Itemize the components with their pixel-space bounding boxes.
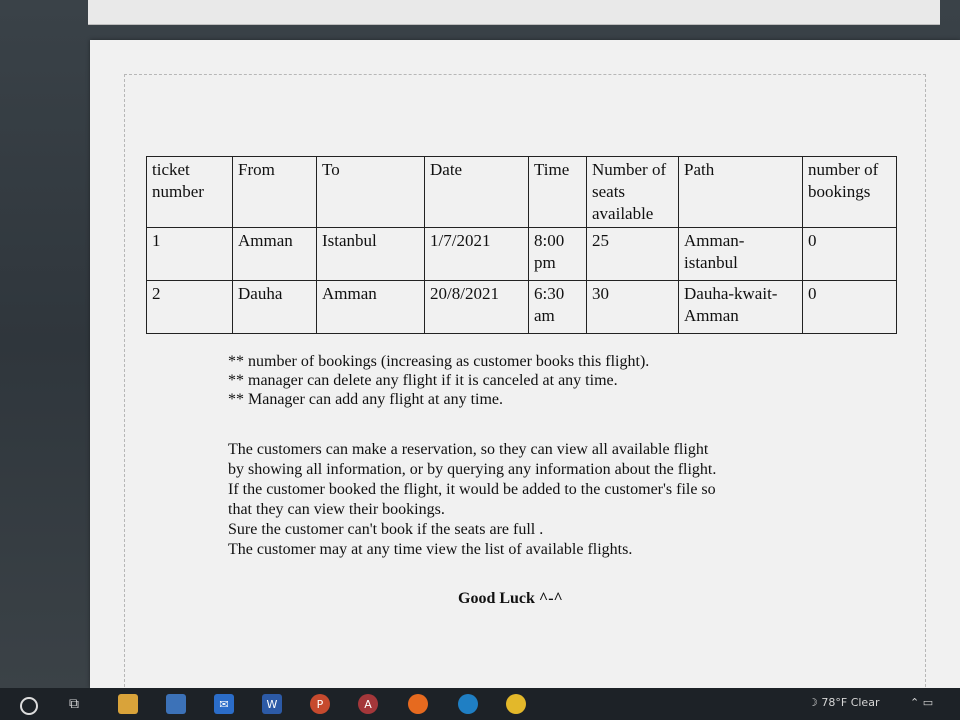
moon-icon: ☽ <box>808 696 818 709</box>
flights-table <box>146 156 897 334</box>
paragraph-line: The customers can make a reservation, so they can view all available flight <box>228 441 709 458</box>
table-row <box>147 228 897 281</box>
edge-icon[interactable] <box>458 694 478 714</box>
description-paragraph <box>228 440 828 560</box>
previous-page-edge <box>88 0 940 25</box>
header-seats-available: Number of seats available <box>587 157 679 228</box>
header-from: From <box>233 157 317 228</box>
cell-number-of-bookings: 0 <box>803 228 897 281</box>
display-icon[interactable]: ▭ <box>922 696 934 709</box>
cell-to: Amman <box>317 281 425 334</box>
note-item: ** number of bookings (increasing as customer books this flight). <box>228 353 650 370</box>
paragraph-line: If the customer booked the flight, it would be added to the customer's file so <box>228 481 716 498</box>
notes-list <box>228 352 649 409</box>
task-view-icon[interactable]: ⧉ <box>69 696 79 712</box>
cell-time: 8:00 pm <box>529 228 587 281</box>
cell-seats-available: 25 <box>587 228 679 281</box>
store-icon[interactable] <box>166 694 186 714</box>
cell-path: Dauha-kwait-Amman <box>679 281 803 334</box>
closing-text: Good Luck ^-^ <box>458 590 563 607</box>
windows-taskbar <box>0 688 960 720</box>
cell-from: Dauha <box>233 281 317 334</box>
header-date: Date <box>425 157 529 228</box>
cell-number-of-bookings: 0 <box>803 281 897 334</box>
mail-icon[interactable]: ✉ <box>214 694 234 714</box>
document-page <box>90 40 960 688</box>
chrome-icon[interactable] <box>506 694 526 714</box>
note-item: ** manager can delete any flight if it is canceled at any time. <box>228 372 618 389</box>
header-number-of-bookings: number of bookings <box>803 157 897 228</box>
chevron-up-icon[interactable]: ⌃ <box>910 696 920 709</box>
word-icon[interactable]: W <box>262 694 282 714</box>
paragraph-line: Sure the customer can't book if the seats are full . <box>228 521 544 538</box>
cell-seats-available: 30 <box>587 281 679 334</box>
table-header-row <box>147 157 897 228</box>
note-item: ** Manager can add any flight at any time. <box>228 391 504 408</box>
weather-widget[interactable] <box>808 696 879 709</box>
cell-date: 20/8/2021 <box>425 281 529 334</box>
cell-ticket-number: 2 <box>147 281 233 334</box>
paragraph-line: that they can view their bookings. <box>228 501 445 518</box>
paragraph-line: by showing all information, or by querying any information about the flight. <box>228 461 717 478</box>
cell-date: 1/7/2021 <box>425 228 529 281</box>
access-icon[interactable]: A <box>358 694 378 714</box>
header-ticket-number: ticket number <box>147 157 233 228</box>
search-circle-icon[interactable] <box>20 697 38 715</box>
file-explorer-icon[interactable] <box>118 694 138 714</box>
paragraph-line: The customer may at any time view the list of available flights. <box>228 541 633 558</box>
weather-text: 78°F Clear <box>821 696 880 709</box>
cell-path: Amman-istanbul <box>679 228 803 281</box>
system-tray[interactable] <box>910 696 933 709</box>
header-path: Path <box>679 157 803 228</box>
powerpoint-icon[interactable]: P <box>310 694 330 714</box>
cell-to: Istanbul <box>317 228 425 281</box>
header-to: To <box>317 157 425 228</box>
cell-ticket-number: 1 <box>147 228 233 281</box>
firefox-icon[interactable] <box>408 694 428 714</box>
table-row <box>147 281 897 334</box>
cell-from: Amman <box>233 228 317 281</box>
cell-time: 6:30 am <box>529 281 587 334</box>
header-time: Time <box>529 157 587 228</box>
